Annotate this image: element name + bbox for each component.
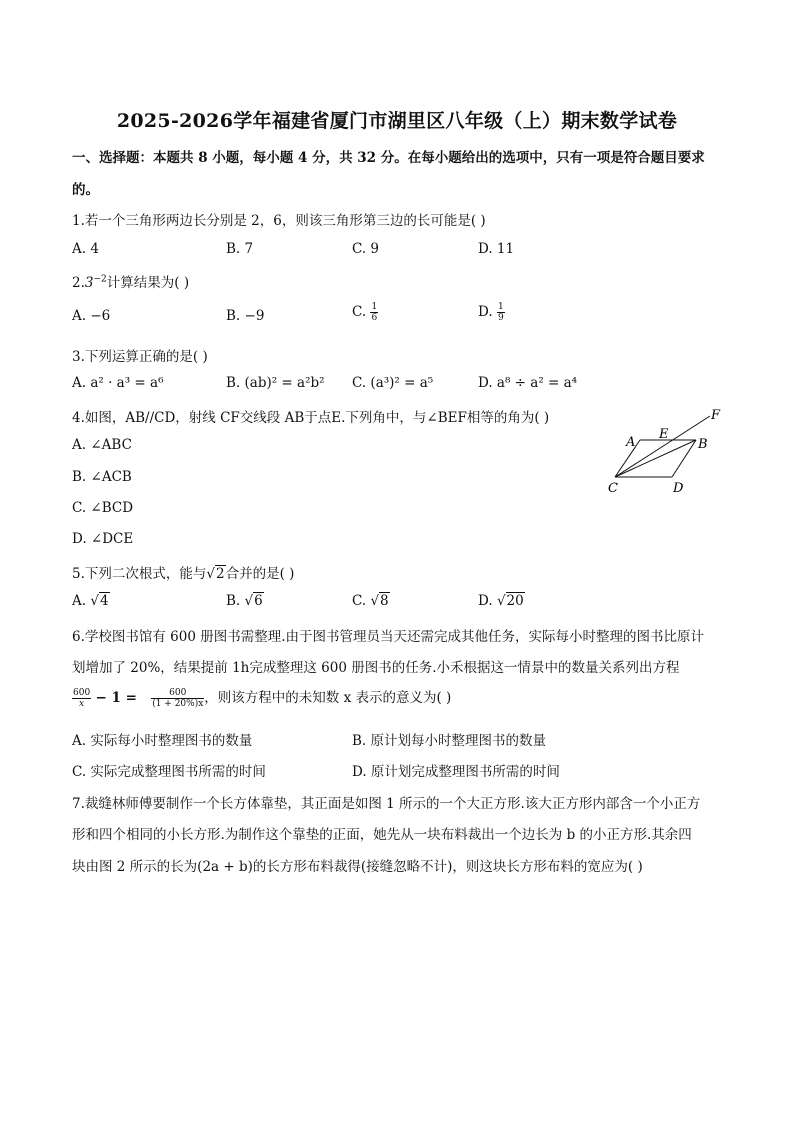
q6-option-b: B. 原计划每小时整理图书的数量 <box>352 733 547 749</box>
q5-option-d <box>478 593 525 609</box>
fraction-denominator: (1 + 20%)x <box>152 699 204 709</box>
q4-stem: 4.如图，AB//CD，射线 CF交线段 AB于点E.下列角中，与∠BEF相等的角为( ) <box>72 410 550 426</box>
section1-instruction-line2: 的。 <box>72 182 99 198</box>
q5-stem-radicand: 2 <box>216 566 225 582</box>
q4-option-d: D. ∠DCE <box>72 531 134 547</box>
q5-stem-post: 合并的是( ) <box>225 566 295 582</box>
q2-option-d-label: D. <box>478 304 493 320</box>
q3-option-a: A. a² · a³ = a⁶ <box>72 375 164 391</box>
q6-line1: 6.学校图书馆有 600 册图书需整理.由于图书管理员当天还需完成其他任务，实际每小时整理的图书比原计 <box>72 629 705 645</box>
q1-option-b: B. 7 <box>226 241 254 257</box>
q4-option-c: C. ∠BCD <box>72 500 134 516</box>
q6-line3-post: ，则该方程中的未知数 x 表示的意义为( ) <box>204 690 452 706</box>
q5-option-a <box>72 593 110 609</box>
q2-option-c <box>352 302 378 323</box>
point-label-a: A <box>626 435 636 450</box>
point-label-b: B <box>698 437 708 452</box>
fraction-numerator: 600 <box>73 688 91 698</box>
q6-option-a: A. 实际每小时整理图书的数量 <box>72 733 253 749</box>
q6-option-c: C. 实际完成整理图书所需的时间 <box>72 764 266 780</box>
q2-option-b: B. −9 <box>226 308 265 324</box>
option-label: B. <box>226 593 241 609</box>
fraction-numerator: 1 <box>497 302 504 312</box>
option-label: D. <box>478 593 493 609</box>
q6-option-d: D. 原计划完成整理图书所需的时间 <box>352 764 560 780</box>
q5-stem-pre: 5.下列二次根式，能与 <box>72 566 207 582</box>
q2-option-d <box>478 302 505 323</box>
q4-geometry-figure <box>600 402 730 497</box>
section1-instruction-line1: 一、选择题：本题共 8 小题，每小题 4 分，共 32 分。在每小题给出的选项中，只有一项是符合题目要求 <box>72 150 705 166</box>
q5-option-b <box>226 593 264 609</box>
q6-equation-line <box>72 686 451 709</box>
point-label-c: C <box>608 481 618 496</box>
q1-option-d: D. 11 <box>478 241 515 257</box>
q4-option-a: A. ∠ABC <box>72 437 132 453</box>
sqrt-sign-icon: √ <box>244 593 254 609</box>
exam-title: 2025-2026学年福建省厦门市湖里区八年级（上）期末数学试卷 <box>116 110 678 132</box>
q7-line2: 形和四个相同的小长方形.为制作这个靠垫的正面，她先从一块布料裁出一个边长为 b 的小正方形.其余四 <box>72 827 692 843</box>
equation-middle: − 1 = <box>95 690 137 706</box>
option-radicand: 8 <box>380 593 389 609</box>
option-radicand: 20 <box>506 593 524 609</box>
q1-stem: 1.若一个三角形两边长分别是 2，6，则该三角形第三边的长可能是( ) <box>72 213 486 229</box>
option-label: C. <box>352 593 367 609</box>
q5-stem <box>72 562 294 582</box>
q3-option-c: C. (a³)² = a⁵ <box>352 375 434 391</box>
point-label-d: D <box>673 481 684 496</box>
q3-stem: 3.下列运算正确的是( ) <box>72 349 208 365</box>
fraction-numerator: 600 <box>151 688 204 699</box>
q2-option-c-fraction <box>370 302 378 323</box>
fraction-denominator: 9 <box>497 313 504 323</box>
q4-option-b: B. ∠ACB <box>72 469 132 485</box>
q2-stem <box>72 271 189 291</box>
fraction-denominator: 6 <box>371 313 378 323</box>
q2-text: 计算结果为( ) <box>106 275 190 291</box>
equation-left-fraction <box>72 688 91 709</box>
sqrt-sign-icon: √ <box>206 566 215 582</box>
q2-exponent: −2 <box>93 274 107 285</box>
option-radicand: 4 <box>99 593 109 609</box>
q5-option-c <box>352 593 390 609</box>
point-label-f: F <box>711 408 721 423</box>
q2-option-d-fraction <box>497 302 505 323</box>
q6-line2: 划增加了 20%，结果提前 1h完成整理这 600 册图书的任务.小禾根据这一情景中的数量关系列出方程 <box>72 660 680 676</box>
q2-option-c-label: C. <box>352 304 367 320</box>
fraction-numerator: 1 <box>371 302 378 312</box>
q1-option-c: C. 9 <box>352 241 380 257</box>
point-label-e: E <box>659 427 669 442</box>
q1-option-a: A. 4 <box>72 241 99 257</box>
equation-right-fraction <box>151 688 204 709</box>
q3-option-d: D. a⁸ ÷ a² = a⁴ <box>478 375 578 391</box>
option-label: A. <box>72 593 87 609</box>
q2-number: 2. <box>72 275 85 291</box>
fraction-denominator: x <box>79 699 85 709</box>
q7-line3: 块由图 2 所示的长为(2a + b)的长方形布料裁得(接缝忽略不计)，则这块长方形布料的宽应为( ) <box>72 859 643 875</box>
sqrt-sign-icon: √ <box>370 593 380 609</box>
q2-option-a: A. −6 <box>72 308 111 324</box>
option-radicand: 6 <box>254 593 263 609</box>
sqrt-sign-icon: √ <box>496 593 506 609</box>
q2-base: 3 <box>84 275 94 291</box>
sqrt-sign-icon: √ <box>90 593 99 609</box>
q7-line1: 7.裁缝林师傅要制作一个长方体靠垫，其正面是如图 1 所示的一个大正方形.该大正方形内部含一个小正方 <box>72 796 701 812</box>
q3-option-b: B. (ab)² = a²b² <box>226 375 325 391</box>
